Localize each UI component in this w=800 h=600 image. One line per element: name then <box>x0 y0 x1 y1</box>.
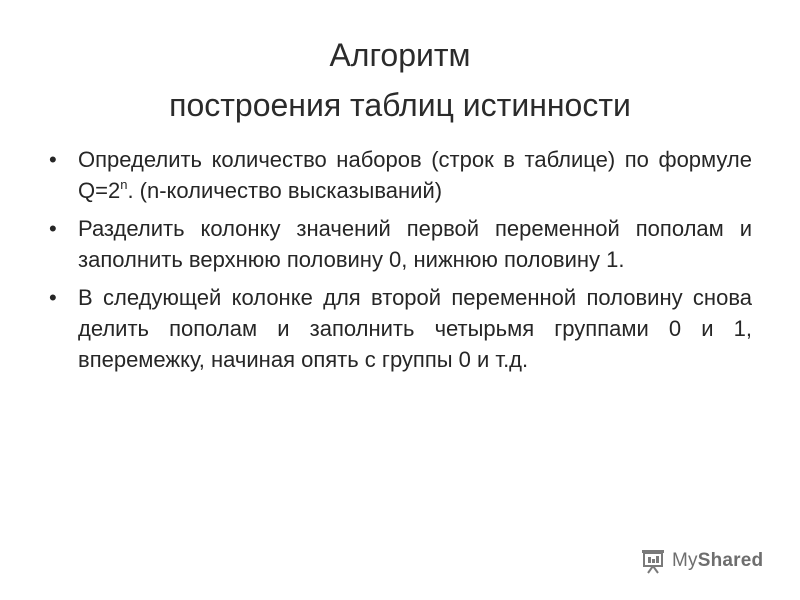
superscript-n: n <box>120 177 128 192</box>
bullet-item <box>48 213 752 275</box>
bullet-text: В следующей колонке для второй переменной половину снова делить пополам и заполнить четырьмя группами 0 и 1, вперемежку, начиная опять с группы 0 и т.д. <box>78 285 752 372</box>
bullet-text-part: Определить количество наборов (строк в таблице) по формуле Q=2 <box>78 147 752 203</box>
bullet-text: Разделить колонку значений первой переменной пополам и заполнить верхнюю половину 0, нижнюю половину 1. <box>78 216 752 272</box>
bullet-dot: • <box>49 147 57 172</box>
myshared-watermark <box>640 546 763 576</box>
bullet-list <box>48 144 752 382</box>
bullet-dot: • <box>49 216 57 241</box>
title-line-2: построения таблиц истинности <box>169 87 631 123</box>
bullet-item <box>48 282 752 375</box>
bullet-dot: • <box>49 285 57 310</box>
title-line-1: Алгоритм <box>329 37 471 73</box>
watermark-text-light: My <box>672 550 698 571</box>
bullet-item <box>48 144 752 206</box>
presentation-board-icon <box>640 548 666 574</box>
bullet-text-part: . (n-количество высказываний) <box>127 178 443 203</box>
slide-title <box>0 30 800 130</box>
watermark-text <box>672 550 763 572</box>
watermark-text-bold: Shared <box>697 550 764 571</box>
